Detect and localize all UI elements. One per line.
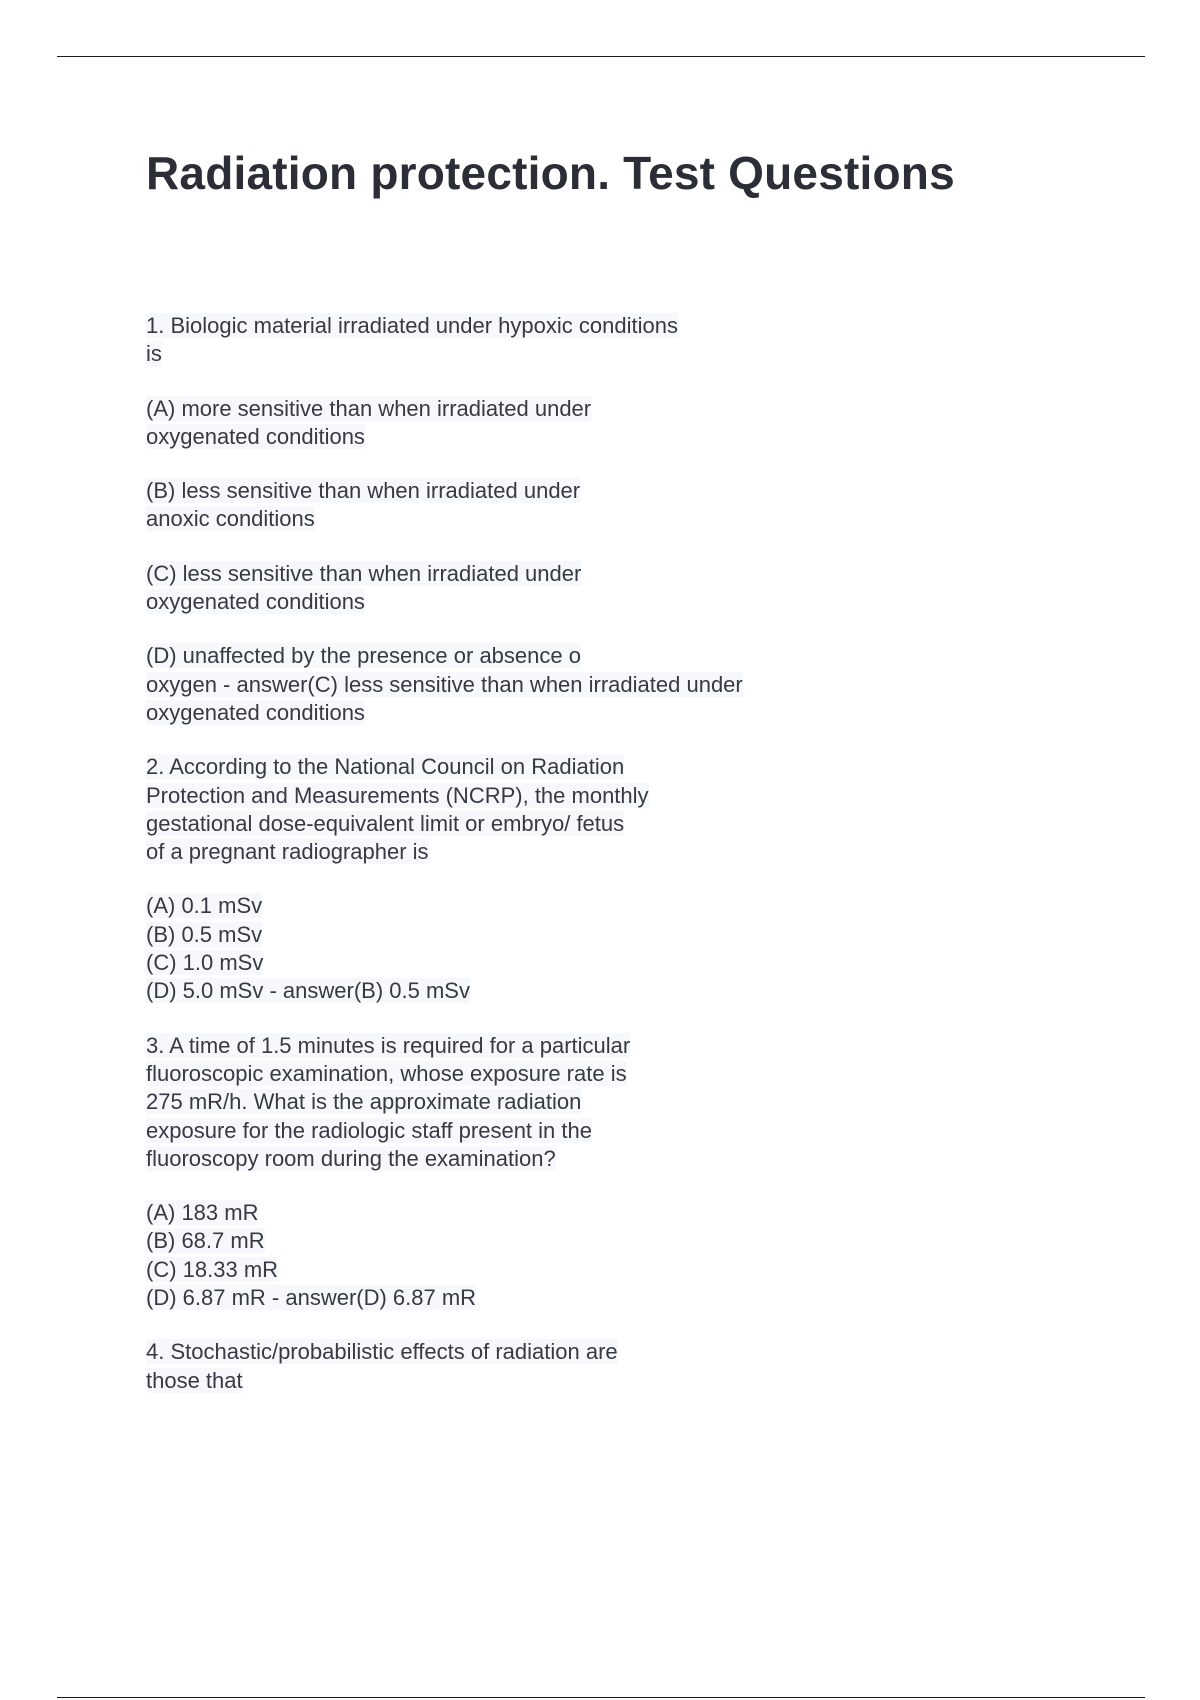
- text-line: of a pregnant radiographer is: [146, 839, 429, 865]
- question-2-options: [146, 892, 846, 1005]
- text-line: 4. Stochastic/probabilistic effects of radiation are: [146, 1339, 618, 1365]
- bottom-rule: [57, 1697, 1145, 1698]
- text-line: (C) 1.0 mSv: [146, 950, 264, 976]
- text-line: exposure for the radiologic staff present in the: [146, 1117, 592, 1143]
- text-line: (A) 0.1 mSv: [146, 893, 263, 919]
- question-4-stem: [146, 1338, 846, 1395]
- text-line: oxygenated conditions: [146, 423, 365, 449]
- text-line: (B) 68.7 mR: [146, 1228, 265, 1254]
- question-1-option-b: [146, 477, 846, 534]
- question-2-stem: [146, 753, 846, 866]
- text-line: oxygen - answer(C) less sensitive than when irradiated under: [146, 671, 743, 697]
- text-line: fluoroscopic examination, whose exposure rate is: [146, 1060, 627, 1086]
- text-line: (D) 5.0 mSv - answer(B) 0.5 mSv: [146, 978, 470, 1004]
- text-line: 275 mR/h. What is the approximate radiation: [146, 1089, 582, 1115]
- document-title: Radiation protection. Test Questions: [146, 147, 955, 199]
- text-line: 1. Biologic material irradiated under hypoxic conditions: [146, 313, 678, 338]
- text-line: gestational dose-equivalent limit or embryo/ fetus: [146, 810, 625, 836]
- text-line: (A) 183 mR: [146, 1200, 259, 1226]
- text-line: 3. A time of 1.5 minutes is required for a particular: [146, 1032, 631, 1058]
- question-1-option-c: [146, 560, 846, 617]
- text-line: oxygenated conditions: [146, 589, 365, 615]
- text-line: those that: [146, 1367, 243, 1393]
- text-line: (C) less sensitive than when irradiated under: [146, 560, 582, 586]
- question-1-option-d-answer: [146, 642, 846, 727]
- document-body: [146, 312, 846, 1421]
- text-line: (B) 0.5 mSv: [146, 921, 263, 947]
- text-line: Protection and Measurements (NCRP), the monthly: [146, 782, 649, 808]
- question-3-stem: [146, 1032, 846, 1173]
- question-1-option-a: [146, 395, 846, 452]
- text-line: (D) 6.87 mR - answer(D) 6.87 mR: [146, 1285, 477, 1311]
- question-1-stem: [146, 312, 846, 369]
- text-line: (C) 18.33 mR: [146, 1256, 279, 1282]
- text-line: fluoroscopy room during the examination?: [146, 1145, 556, 1171]
- text-line: 2. According to the National Council on Radiation: [146, 754, 625, 780]
- question-3-options: [146, 1199, 846, 1312]
- top-rule: [57, 56, 1145, 57]
- text-line: (D) unaffected by the presence or absence o: [146, 643, 581, 669]
- text-line: (A) more sensitive than when irradiated under: [146, 395, 592, 421]
- text-line: oxygenated conditions: [146, 699, 365, 725]
- text-line: anoxic conditions: [146, 506, 315, 532]
- text-line: (B) less sensitive than when irradiated under: [146, 478, 581, 504]
- text-line: is: [146, 341, 162, 367]
